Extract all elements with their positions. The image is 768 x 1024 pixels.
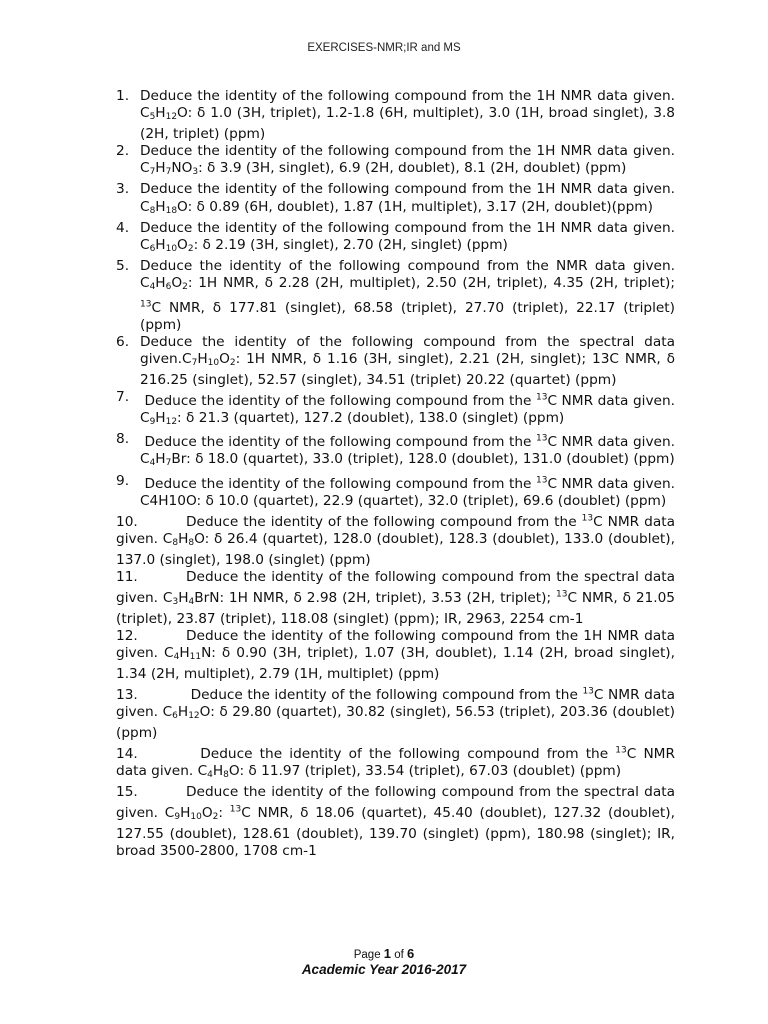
page-current: 1	[383, 946, 392, 961]
formula-subscript: 9	[174, 811, 181, 822]
exercise-item: 11. Deduce the identity of the following compound from the spectral data given. $C_3H_4BrN$: 1H NMR, δ 2.98 (2H, triplet), 3.53 (2H, triplet); $^{13}$C NMR, δ 21.05 (triplet), 23.87 (triplet), 118.08 (singlet) (ppm); IR, 2963, 2254 cm-1	[116, 569, 680, 627]
exercise-text-run: O: δ 1.0 (3H, triplet), 1.2-1.8 (6H, multiplet), 3.0 (1H, broad singlet), 3.8 (2H, triplet) (ppm)	[140, 105, 680, 143]
page-header	[0, 42, 768, 54]
exercise-text	[116, 628, 679, 682]
exercise-item	[116, 430, 680, 473]
formula-subscript: 12	[188, 710, 200, 721]
exercise-text	[116, 746, 679, 779]
exercise-text-run: H	[180, 804, 191, 821]
isotope-superscript: 13	[615, 745, 627, 756]
formula-subscript: 6	[172, 710, 178, 721]
exercise-text	[140, 181, 679, 214]
exercise-item: 15. Deduce the identity of the following compound from the spectral data given. $C_9H_{10}O_2$: $^{13}$C NMR, δ 18.06 (quartet), 45.40 (doublet), 127.32 (doublet), 127.55 (doublet), 128.61 (doublet), 139.70 (singlet) (ppm), 180.98 (singlet); IR, broad 3500-2800, 1708 cm-1	[116, 783, 680, 859]
exercise-text	[140, 258, 679, 333]
exercise-item: 13. Deduce the identity of the following compound from the $^{13}$C NMR data given. $C_6H_{12}O$: δ 29.80 (quartet), 30.82 (singlet), 56.53 (triplet), 203.36 (doublet) (ppm)	[116, 686, 680, 742]
formula-subscript: 7	[165, 167, 172, 178]
exercise-text-run: C NMR data given. C	[140, 434, 680, 468]
exercise-text-run: H	[155, 105, 166, 122]
exercise-text	[140, 393, 684, 426]
isotope-superscript: 13	[536, 475, 548, 486]
formula-subscript: 8	[223, 769, 229, 780]
exercise-text-run: C NMR data given. C	[140, 392, 684, 426]
exercise-text-run: NO	[171, 160, 193, 177]
formula-subscript: 7	[165, 458, 172, 469]
page-of: of	[394, 949, 404, 961]
exercise-text-run: H	[155, 198, 166, 215]
exercise-item: 14. Deduce the identity of the following compound from the $^{13}$C NMR data given. $C_4H_8O$: δ 11.97 (triplet), 33.54 (triplet), 67.03 (doublet) (ppm)	[116, 745, 680, 780]
formula-subscript: 12	[165, 416, 178, 427]
exercise-text-run: : δ 2.19 (3H, singlet), 2.70 (2H, singlet) (ppm)	[193, 236, 508, 253]
exercise-number: 9.	[116, 472, 130, 489]
exercise-text	[116, 569, 679, 627]
exercise-text	[140, 334, 679, 388]
exercise-item	[116, 143, 680, 181]
exercise-number: 8.	[116, 430, 130, 447]
page-prefix: Page	[353, 949, 381, 961]
formula-subscript: 8	[172, 537, 179, 548]
exercise-text-run: : 1H NMR, δ 1.16 (3H, singlet), 2.21 (2H, singlet); 13C NMR, δ 216.25 (singlet), 52.57 (singlet), 34.51 (triplet) 20.22 (quartet) (ppm)	[140, 350, 680, 388]
exercise-item	[116, 219, 680, 258]
exercise-text-run: C NMR, δ 21.05 (triplet), 23.87 (triplet), 118.08 (singlet) (ppm); IR, 2963, 2254 cm-1	[116, 589, 680, 627]
exercise-item	[116, 472, 680, 511]
formula-subscript: 7	[191, 357, 198, 368]
exercise-number: 6.	[116, 333, 130, 350]
exercise-text-run: Deduce the identity of the following compound from the 1H NMR data given. C	[116, 628, 680, 662]
exercise-text-run: Deduce the identity of the following compound from the	[140, 434, 536, 451]
exercise-text-run: Deduce the identity of the following compound from the 1H NMR data given. C	[140, 219, 680, 253]
exercise-text-run: : δ 3.9 (3H, singlet), 6.9 (2H, doublet), 8.1 (2H, doublet) (ppm)	[198, 160, 627, 177]
exercise-text-run: H	[178, 530, 189, 547]
isotope-superscript: 13	[229, 803, 242, 814]
exercise-text-run: O: δ 29.80 (quartet), 30.82 (singlet), 56.53 (triplet), 203.36 (doublet) (ppm)	[116, 703, 680, 742]
exercise-text-run: H	[155, 274, 166, 291]
isotope-superscript: 13	[581, 513, 594, 524]
exercise-number: 7.	[116, 389, 130, 406]
exercise-text	[140, 88, 679, 142]
formula-subscript: 4	[173, 652, 180, 663]
exercise-text-run: H	[212, 762, 224, 779]
exercise-item	[116, 181, 680, 219]
exercise-text-run: Deduce the identity of the following compound from the 1H NMR data given. C	[140, 143, 680, 177]
exercise-number: 1.	[116, 88, 130, 104]
exercise-text-run: O: δ 26.4 (quartet), 128.0 (doublet), 128.3 (doublet), 133.0 (doublet), 137.0 (singlet), 198.0 (singlet) (ppm)	[116, 530, 680, 569]
exercise-text-run: C NMR, δ 177.81 (singlet), 68.58 (triplet), 27.70 (triplet), 22.17 (triplet) (ppm)	[140, 299, 680, 333]
exercise-text-run: :	[218, 804, 230, 821]
exercise-text-run: Br: δ 18.0 (quartet), 33.0 (triplet), 128.0 (doublet), 131.0 (doublet) (ppm)	[171, 451, 675, 468]
exercise-number: 4.	[116, 219, 130, 236]
exercise-text-run: C NMR data given. C	[116, 513, 680, 547]
formula-subscript: 11	[189, 652, 202, 663]
formula-subscript: 2	[187, 243, 194, 254]
exercise-text-run: C NMR data given. C4H10O: δ 10.0 (quartet), 22.9 (quartet), 32.0 (triplet), 69.6 (doublet) (ppm)	[140, 476, 680, 510]
exercise-number: 2.	[116, 143, 130, 160]
formula-subscript: 6	[165, 281, 172, 292]
exercise-text-run: H	[197, 350, 208, 367]
exercise-text-run: C NMR, δ 18.06 (quartet), 45.40 (doublet), 127.32 (doublet), 127.55 (doublet), 128.61 (doublet), 139.70 (singlet) (ppm), 180.98 (singlet); IR, broad 3500-2800, 1708 cm-1	[116, 804, 680, 859]
formula-subscript: 8	[149, 205, 156, 216]
exercise-text-run: O	[219, 350, 230, 367]
exercise-item: 12. Deduce the identity of the following compound from the 1H NMR data given. $C_4H_{11}N$: δ 0.90 (3H, triplet), 1.07 (3H, doublet), 1.14 (2H, broad singlet), 1.34 (2H, multiplet), 2.79 (1H, multiplet) (ppm)	[116, 628, 680, 683]
exercise-text-run: Deduce the identity of the following compound from the	[186, 686, 583, 703]
formula-subscript: 10	[165, 243, 178, 254]
formula-subscript: 2	[229, 357, 236, 368]
exercise-text-run: O: δ 0.89 (6H, doublet), 1.87 (1H, multiplet), 3.17 (2H, doublet)(ppm)	[177, 198, 653, 215]
formula-subscript: 12	[165, 112, 178, 123]
exercise-text-run: Deduce the identity of the following compound from the	[186, 513, 582, 530]
exercise-text	[116, 514, 679, 568]
header-title: EXERCISES-NMR;IR and MS	[307, 42, 461, 54]
exercise-text	[140, 476, 679, 509]
page-total: 6	[407, 946, 415, 961]
formula-subscript: 6	[149, 243, 156, 254]
exercise-list	[116, 88, 684, 860]
isotope-superscript: 13	[536, 392, 548, 403]
exercise-text-run: Deduce the identity of the following compound from the 1H NMR data given. C	[140, 88, 680, 122]
formula-subscript: 2	[212, 811, 219, 822]
formula-subscript: 10	[207, 357, 220, 368]
exercise-text	[140, 220, 679, 253]
formula-subscript: 3	[192, 167, 199, 178]
exercise-text-run: H	[155, 451, 166, 468]
exercise-text	[140, 434, 679, 467]
exercise-text-run: Deduce the identity of the following compound from the	[140, 392, 536, 409]
academic-year-text: Academic Year 2016-2017	[301, 962, 467, 977]
isotope-superscript: 13	[555, 589, 568, 600]
formula-subscript: 4	[149, 458, 156, 469]
page-number	[0, 946, 768, 961]
exercise-text-run: H	[155, 236, 166, 253]
isotope-superscript: 13	[140, 299, 152, 310]
formula-subscript: 10	[190, 811, 202, 822]
exercise-text-run: C NMR data given. C	[116, 686, 680, 720]
exercise-text-run: H	[179, 645, 190, 662]
exercise-item	[116, 88, 680, 143]
formula-subscript: 18	[165, 205, 178, 216]
exercise-text	[116, 784, 679, 859]
isotope-superscript: 13	[536, 433, 548, 444]
exercise-item: 10. Deduce the identity of the following compound from the $^{13}$C NMR data given. $C_8H_8O$: δ 26.4 (quartet), 128.0 (doublet), 128.3 (doublet), 133.0 (doublet), 137.0 (singlet), 198.0 (singlet) (ppm)	[116, 513, 680, 569]
exercise-text-run: C NMR data given. C	[116, 745, 680, 779]
exercise-text-run: H	[155, 409, 166, 426]
exercise-item	[116, 333, 680, 389]
formula-subscript: 4	[207, 769, 213, 780]
exercise-text	[140, 143, 679, 176]
formula-subscript: 2	[182, 281, 188, 292]
exercise-number: 5.	[116, 257, 130, 274]
exercise-text-run: O	[171, 274, 183, 291]
exercise-number: 3.	[116, 181, 130, 198]
exercise-text-run: BrN: 1H NMR, δ 2.98 (2H, triplet), 3.53 (2H, triplet);	[194, 589, 556, 606]
formula-subscript: 5	[149, 112, 156, 123]
exercise-text-run: N: δ 0.90 (3H, triplet), 1.07 (3H, doublet), 1.14 (2H, broad singlet), 1.34 (2H, multiplet), 2.79 (1H, multiplet) (ppm)	[116, 645, 680, 683]
formula-subscript: 7	[149, 167, 156, 178]
exercise-text-run: Deduce the identity of the following compound from the 1H NMR data given. C	[140, 181, 680, 215]
exercise-text-run: Deduce the identity of the following compound from the	[186, 745, 616, 762]
exercise-item	[116, 257, 680, 334]
exercise-text-run: H	[178, 589, 189, 606]
exercise-text	[116, 687, 679, 741]
exercise-text-run: : 1H NMR, δ 2.28 (2H, multiplet), 2.50 (2H, triplet), 4.35 (2H, triplet);	[187, 274, 680, 291]
formula-subscript: 9	[149, 416, 156, 427]
exercise-text-run: O: δ 11.97 (triplet), 33.54 (triplet), 67.03 (doublet) (ppm)	[228, 762, 622, 779]
academic-year	[0, 962, 768, 977]
exercise-text-run: H	[155, 160, 166, 177]
exercise-text-run: O	[201, 804, 213, 821]
formula-subscript: 4	[188, 596, 195, 607]
exercise-text-run: O	[177, 236, 188, 253]
exercise-text-run: H	[177, 703, 189, 720]
isotope-superscript: 13	[582, 686, 594, 697]
exercise-text-run: Deduce the identity of the following compound from the	[140, 476, 536, 493]
exercise-text-run: Deduce the identity of the following compound from the NMR data given. C	[140, 257, 680, 291]
exercise-text-run: Deduce the identity of the following compound from the spectral data given.C	[140, 333, 680, 367]
exercise-text-run: Deduce the identity of the following compound from the spectral data given. C	[116, 569, 680, 606]
exercise-item	[116, 389, 684, 431]
formula-subscript: 8	[188, 537, 195, 548]
exercise-text-run: Deduce the identity of the following compound from the spectral data given. C	[116, 783, 680, 821]
formula-subscript: 3	[172, 596, 179, 607]
exercise-text-run: : δ 21.3 (quartet), 127.2 (doublet), 138.0 (singlet) (ppm)	[177, 409, 565, 426]
formula-subscript: 4	[149, 281, 156, 292]
